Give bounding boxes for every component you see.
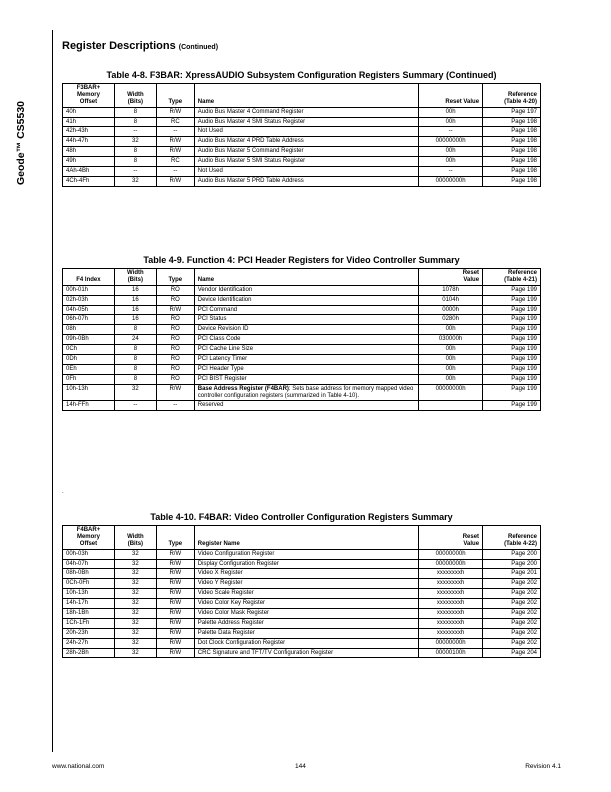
table-row [63,589,541,599]
cell-reset: 00h [419,345,483,355]
cell-type: R/W [156,599,194,609]
table-row [63,295,541,305]
cell-type: RC [156,117,194,127]
cell-reset: xxxxxxxxh [419,589,483,599]
cell-reset: 00h [419,355,483,365]
cell-reset: 00h [419,374,483,384]
table-row [63,559,541,569]
cell-name: Not Used [194,167,418,177]
table-4-10 [62,512,541,658]
cell-reference: Page 198 [483,176,541,186]
cell-type: RO [156,364,194,374]
cell-reference: Page 199 [483,335,541,345]
cell-reference: Page 199 [483,384,541,401]
cell-name: Palette Data Register [194,628,418,638]
cell-type: RO [156,315,194,325]
cell-width: 32 [114,628,156,638]
table-row [63,117,541,127]
col-header-width: Width (Bits) [114,84,156,108]
cell-reference: Page 199 [483,295,541,305]
cell-width: -- [114,167,156,177]
cell-offset: 0Ch-0Fh [63,579,115,589]
cell-reset: 00h [419,364,483,374]
cell-width: 8 [114,117,156,127]
cell-offset: 0Dh [63,355,115,365]
footer-page-number: 144 [295,763,306,770]
table-caption: Table 4-8. F3BAR: XpressAUDIO Subsystem Configuration Registers Summary (Continued) [106,70,497,80]
cell-width: -- [114,401,156,411]
cell-reset: xxxxxxxxh [419,609,483,619]
cell-width: 8 [114,107,156,117]
cell-reset: 00000100h [419,648,483,658]
cell-reset: 00h [419,107,483,117]
cell-type: R/W [156,559,194,569]
cell-type: RO [156,295,194,305]
cell-name: Video X Register [194,569,418,579]
cell-type: RC [156,157,194,167]
register-description: : Sets base address for memory mapped video controller configuration registers (summarized in Table 4-10). [197,385,414,399]
cell-reset: 00000000h [419,137,483,147]
table-row [63,335,541,345]
col-header-type: Type [156,84,194,108]
table-body [63,285,541,411]
table-grid [62,268,541,411]
cell-width: 32 [114,137,156,147]
cell-width: 32 [114,609,156,619]
cell-width: 32 [114,638,156,648]
table-row [63,401,541,411]
cell-offset: 04h-05h [63,305,115,315]
cell-name: PCI Command [194,305,418,315]
cell-type: R/W [156,549,194,559]
cell-type: -- [156,167,194,177]
col-header-reset: Reset Value [419,526,483,550]
table-row [63,599,541,609]
cell-reference: Page 198 [483,147,541,157]
cell-width: 32 [114,599,156,609]
cell-type: R/W [156,569,194,579]
cell-reference: Page 198 [483,137,541,147]
cell-reset: 00000000h [419,549,483,559]
register-name-bold: Base Address Register (F4BAR) [197,385,289,392]
cell-reset: 0280h [419,315,483,325]
cell-offset: 08h-0Bh [63,569,115,579]
cell-reference: Page 199 [483,401,541,411]
cell-type: R/W [156,137,194,147]
cell-width: 8 [114,147,156,157]
cell-width: 8 [114,325,156,335]
cell-name: Vendor Identification [194,285,418,295]
cell-reset: 00000000h [419,638,483,648]
col-header-offset: F4BAR+ Memory Offset [63,526,115,550]
cell-offset: 04h-07h [63,559,115,569]
cell-offset: 24h-27h [63,638,115,648]
cell-reference: Page 201 [483,569,541,579]
cell-type: RO [156,355,194,365]
cell-name: CRC Signature and TFT/TV Configuration Register [194,648,418,658]
cell-reference: Page 197 [483,107,541,117]
cell-width: 24 [114,335,156,345]
table-header [63,526,541,550]
cell-name [194,384,418,401]
table-row [63,569,541,579]
cell-reference: Page 202 [483,628,541,638]
table-row [63,176,541,186]
table-row [63,628,541,638]
table-row [63,618,541,628]
cell-type: R/W [156,589,194,599]
cell-offset: 06h-07h [63,315,115,325]
table-row [63,285,541,295]
cell-offset: 00h-03h [63,549,115,559]
cell-offset: 49h [63,157,115,167]
cell-offset: 10h-13h [63,589,115,599]
cell-reference: Page 199 [483,345,541,355]
cell-type: R/W [156,618,194,628]
table-row [63,648,541,658]
cell-offset: 18h-1Bh [63,609,115,619]
cell-width: 16 [114,285,156,295]
cell-width: 8 [114,374,156,384]
cell-width: 32 [114,579,156,589]
cell-offset: 08h [63,325,115,335]
cell-width: 32 [114,549,156,559]
cell-width: 32 [114,569,156,579]
cell-name: Display Configuration Register [194,559,418,569]
cell-reset: 00h [419,147,483,157]
cell-reference: Page 198 [483,167,541,177]
cell-type: RO [156,325,194,335]
cell-type: R/W [156,579,194,589]
cell-offset: 28h-2Bh [63,648,115,658]
col-header-reset: Reset Value [419,84,483,108]
cell-reset: 030000h [419,335,483,345]
cell-reference: Page 200 [483,559,541,569]
cell-offset: 0Ch [63,345,115,355]
side-title [12,38,30,248]
cell-name: PCI Class Code [194,335,418,345]
cell-width: 16 [114,315,156,325]
table-row [63,167,541,177]
cell-offset: 48h [63,147,115,157]
cell-reference: Page 202 [483,638,541,648]
cell-name: Video Y Register [194,579,418,589]
table-4-8 [62,70,541,187]
table-row [63,107,541,117]
cell-type: R/W [156,176,194,186]
cell-name: PCI Status [194,315,418,325]
cell-offset: 09h-0Bh [63,335,115,345]
cell-width: 16 [114,295,156,305]
cell-reset: 00h [419,117,483,127]
cell-reference: Page 198 [483,157,541,167]
cell-width: 32 [114,648,156,658]
cell-reset: 00h [419,157,483,167]
cell-offset: 02h-03h [63,295,115,305]
cell-width: 32 [114,559,156,569]
cell-reset: xxxxxxxxh [419,579,483,589]
stray-mark: . [62,489,64,495]
section-title [62,40,218,52]
cell-name: PCI Latency Timer [194,355,418,365]
cell-type: R/W [156,147,194,157]
cell-reference: Page 202 [483,579,541,589]
cell-name: Video Color Mask Register [194,609,418,619]
table-body [63,107,541,186]
cell-name: Device Revision ID [194,325,418,335]
col-header-name: Name [194,269,418,286]
cell-name: Video Color Key Register [194,599,418,609]
table-row [63,315,541,325]
cell-width: 32 [114,589,156,599]
cell-offset: 14h-FFh [63,401,115,411]
table-row [63,137,541,147]
cell-reference: Page 202 [483,618,541,628]
cell-name: Device Identification [194,295,418,305]
table-row [63,345,541,355]
table-row [63,127,541,137]
cell-offset: 0Fh [63,374,115,384]
table-header [63,269,541,286]
cell-reset: 00000000h [419,384,483,401]
col-header-name: Register Name [194,526,418,550]
cell-reference: Page 204 [483,648,541,658]
cell-name: Audio Bus Master 4 SMI Status Register [194,117,418,127]
cell-name: Reserved [194,401,418,411]
cell-offset: 40h [63,107,115,117]
cell-offset: 4Ah-4Bh [63,167,115,177]
cell-type: R/W [156,107,194,117]
cell-name: Video Configuration Register [194,549,418,559]
cell-reference: Page 199 [483,305,541,315]
cell-type: R/W [156,384,194,401]
cell-reset: 0104h [419,295,483,305]
table-row [63,609,541,619]
cell-offset: 20h-23h [63,628,115,638]
cell-name: Not Used [194,127,418,137]
cell-reference: Page 202 [483,589,541,599]
cell-reference: Page 202 [483,599,541,609]
col-header-reference: Reference (Table 4-20) [483,84,541,108]
table-row [63,579,541,589]
cell-reference: Page 198 [483,127,541,137]
cell-reset: xxxxxxxxh [419,569,483,579]
cell-type: RO [156,335,194,345]
cell-name: Video Scale Register [194,589,418,599]
footer-website: www.national.com [52,763,105,770]
cell-reference: Page 199 [483,364,541,374]
cell-reset: 00h [419,325,483,335]
col-header-type: Type [156,269,194,286]
table-row [63,374,541,384]
cell-reference: Page 199 [483,285,541,295]
cell-reset: -- [419,167,483,177]
cell-type: R/W [156,305,194,315]
cell-reset: xxxxxxxxh [419,618,483,628]
cell-name: PCI Cache Line Size [194,345,418,355]
table-row [63,325,541,335]
cell-reset: xxxxxxxxh [419,599,483,609]
cell-reference: Page 199 [483,374,541,384]
cell-offset: 0Eh [63,364,115,374]
cell-type: R/W [156,648,194,658]
table-grid [62,525,541,658]
col-header-reset: Reset Value [419,269,483,286]
cell-name: Audio Bus Master 5 PRD Table Address [194,176,418,186]
table-body [63,549,541,658]
cell-offset: 14h-17h [63,599,115,609]
cell-width: 32 [114,176,156,186]
cell-name: Palette Address Register [194,618,418,628]
col-header-offset: F3BAR+ Memory Offset [63,84,115,108]
col-header-reference: Reference (Table 4-22) [483,526,541,550]
cell-type: R/W [156,638,194,648]
cell-reset: -- [419,127,483,137]
cell-width: 32 [114,384,156,401]
table-grid [62,83,541,187]
cell-type: RO [156,345,194,355]
margin-rule [52,30,53,752]
cell-name: Audio Bus Master 4 PRD Table Address [194,137,418,147]
cell-type: RO [156,374,194,384]
col-header-reference: Reference (Table 4-21) [483,269,541,286]
cell-offset: 42h-43h [63,127,115,137]
cell-width: 8 [114,364,156,374]
cell-name: Audio Bus Master 4 Command Register [194,107,418,117]
cell-offset: 10h-13h [63,384,115,401]
cell-reset: 00000000h [419,176,483,186]
cell-type: -- [156,127,194,137]
cell-reset: xxxxxxxxh [419,628,483,638]
cell-width: 32 [114,618,156,628]
cell-reference: Page 199 [483,355,541,365]
footer-revision: Revision 4.1 [525,763,561,770]
cell-type: R/W [156,628,194,638]
cell-reset: 1078h [419,285,483,295]
cell-width: 8 [114,157,156,167]
cell-name: PCI Header Type [194,364,418,374]
cell-width: 8 [114,355,156,365]
cell-offset: 44h-47h [63,137,115,147]
col-header-width: Width (Bits) [114,526,156,550]
table-row [63,147,541,157]
cell-offset: 1Ch-1Fh [63,618,115,628]
cell-reset: 0000h [419,305,483,315]
cell-width: -- [114,127,156,137]
cell-name: Dot Clock Configuration Register [194,638,418,648]
cell-offset: 00h-01h [63,285,115,295]
cell-type: R/W [156,609,194,619]
cell-offset: 41h [63,117,115,127]
cell-reference: Page 198 [483,117,541,127]
table-row [63,305,541,315]
table-row [63,638,541,648]
cell-name: Audio Bus Master 5 SMI Status Register [194,157,418,167]
cell-name: Audio Bus Master 5 Command Register [194,147,418,157]
cell-reset [419,401,483,411]
section-title-text: Register Descriptions [62,40,176,52]
table-row [63,549,541,559]
table-row [63,364,541,374]
table-row [63,157,541,167]
col-header-name: Name [194,84,418,108]
cell-width: 16 [114,305,156,315]
cell-reference: Page 199 [483,315,541,325]
cell-reset: 00000000h [419,559,483,569]
table-caption: Table 4-10. F4BAR: Video Controller Configuration Registers Summary [150,512,453,522]
side-title-text: Geode™ CS5530 [15,100,27,186]
cell-reference: Page 200 [483,549,541,559]
col-header-type: Type [156,526,194,550]
col-header-offset: F4 Index [63,269,115,286]
section-title-continued: (Continued) [178,44,219,51]
cell-width: 8 [114,345,156,355]
cell-offset: 4Ch-4Fh [63,176,115,186]
cell-type: RO [156,285,194,295]
cell-type: -- [156,401,194,411]
table-header [63,84,541,108]
table-4-9 [62,255,541,411]
table-caption: Table 4-9. Function 4: PCI Header Registers for Video Controller Summary [143,255,460,265]
table-row [63,355,541,365]
cell-reference: Page 202 [483,609,541,619]
table-row [63,384,541,401]
cell-name: PCI BIST Register [194,374,418,384]
col-header-width: Width (Bits) [114,269,156,286]
cell-reference: Page 199 [483,325,541,335]
